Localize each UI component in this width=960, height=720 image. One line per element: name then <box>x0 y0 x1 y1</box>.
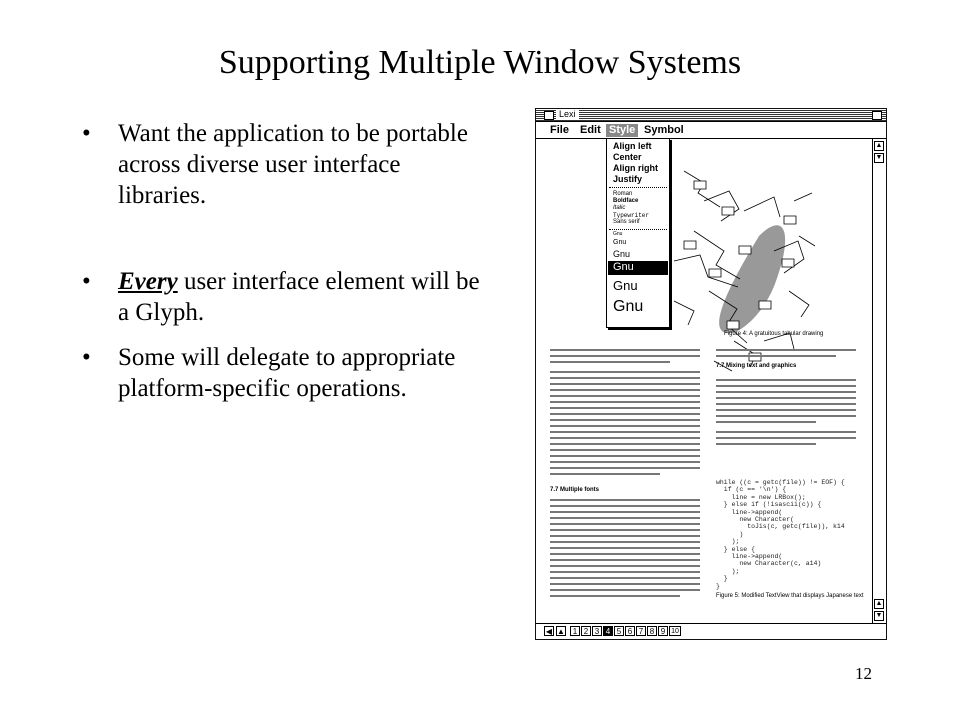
section-heading: 7.7 Multiple fonts <box>550 487 600 493</box>
menu-item-size: Gnu <box>613 249 631 259</box>
menu-bar <box>536 122 886 139</box>
bullet-list <box>82 118 492 404</box>
scroll-down-arrow-icon: ▼ <box>875 154 883 161</box>
page-number: 10 <box>669 626 681 636</box>
menu-item-size: Gnu <box>613 231 623 237</box>
menu-item-align-left: Align left <box>613 141 652 151</box>
slide-number: 12 <box>855 664 872 683</box>
page-number: 3 <box>592 626 602 636</box>
bullet-item <box>82 118 492 211</box>
scroll-down-arrow-icon: ▼ <box>875 612 883 619</box>
code-listing: while ((c = getc(file)) != EOF) { if (c == '\n') { line = new LRBox(); } else if (!isascii(c)) { line->append( new Character( toJis(c, getc(file)), k14 ) ); } else { line->append( new Character(c, a14) ); } } <box>716 479 845 590</box>
menu-item-center: Center <box>613 152 642 162</box>
left-column-text <box>550 349 700 597</box>
bullet-icon: • <box>82 268 91 295</box>
scroll-up-arrow-icon: ▲ <box>875 600 883 607</box>
menu-item-font: Roman <box>613 191 633 197</box>
bullet-emphasis: Every <box>118 268 178 295</box>
menu-separator <box>609 187 667 188</box>
figure-caption: Figure 5: Modified TextView that displays Japanese text <box>716 593 864 599</box>
bullet-item <box>82 266 492 328</box>
bullet-item <box>82 342 492 404</box>
page-number: 8 <box>647 626 657 636</box>
menu-item-size-selected: Gnu <box>613 261 634 273</box>
bullet-icon: • <box>82 344 91 371</box>
menu-item-justify: Justify <box>613 174 643 184</box>
slide-title: Supporting Multiple Window Systems <box>218 44 742 81</box>
window-titlebar <box>536 109 886 122</box>
bullet-text: Want the application to be portable across diverse user interface libraries. <box>118 120 468 209</box>
lexi-window-screenshot <box>535 108 887 640</box>
page-number: 1 <box>570 626 580 636</box>
menu-separator <box>609 229 667 230</box>
scroll-up-arrow-icon: ▲ <box>875 142 883 149</box>
menu-item-font: Italic <box>613 205 626 211</box>
page-number: 2 <box>581 626 591 636</box>
menu-file: File <box>550 124 569 136</box>
section-heading: 7.7 Mixing text and graphics <box>716 363 797 369</box>
menu-item-font: Sans serif <box>613 219 640 225</box>
page-number: 9 <box>658 626 668 636</box>
style-dropdown-menu <box>606 138 670 328</box>
page-number: 7 <box>636 626 646 636</box>
menu-item-font: Typewriter <box>613 212 650 219</box>
page-left-arrow-icon: ◀ <box>545 627 553 636</box>
menu-edit: Edit <box>580 124 601 136</box>
page-number-current: 4 <box>603 626 613 636</box>
window-title: Lexi <box>556 109 579 120</box>
menu-item-align-right: Align right <box>613 163 658 173</box>
menu-item-size: Gnu <box>613 278 638 293</box>
zoom-box-icon <box>872 111 882 120</box>
menu-item-size: Gnu <box>613 298 644 315</box>
close-box-icon <box>544 111 554 120</box>
menu-style: Style <box>606 124 638 137</box>
bullet-text: Some will delegate to appropriate platform-specific operations. <box>118 344 456 402</box>
menu-item-font: Boldface <box>613 198 639 204</box>
bullet-icon: • <box>82 120 91 147</box>
figure-caption: Figure 4: A gratuitous tabular drawing <box>724 331 824 337</box>
menu-symbol: Symbol <box>644 124 684 136</box>
page-number: 5 <box>614 626 624 636</box>
vertical-scrollbar <box>872 139 886 623</box>
page-number: 6 <box>625 626 635 636</box>
tabular-drawing-figure <box>674 171 815 371</box>
menu-item-size: Gnu <box>613 239 627 246</box>
bullet-text: user interface element will be a Glyph. <box>118 268 480 326</box>
page-up-arrow-icon: ▲ <box>557 627 565 636</box>
page-bar <box>536 623 886 639</box>
